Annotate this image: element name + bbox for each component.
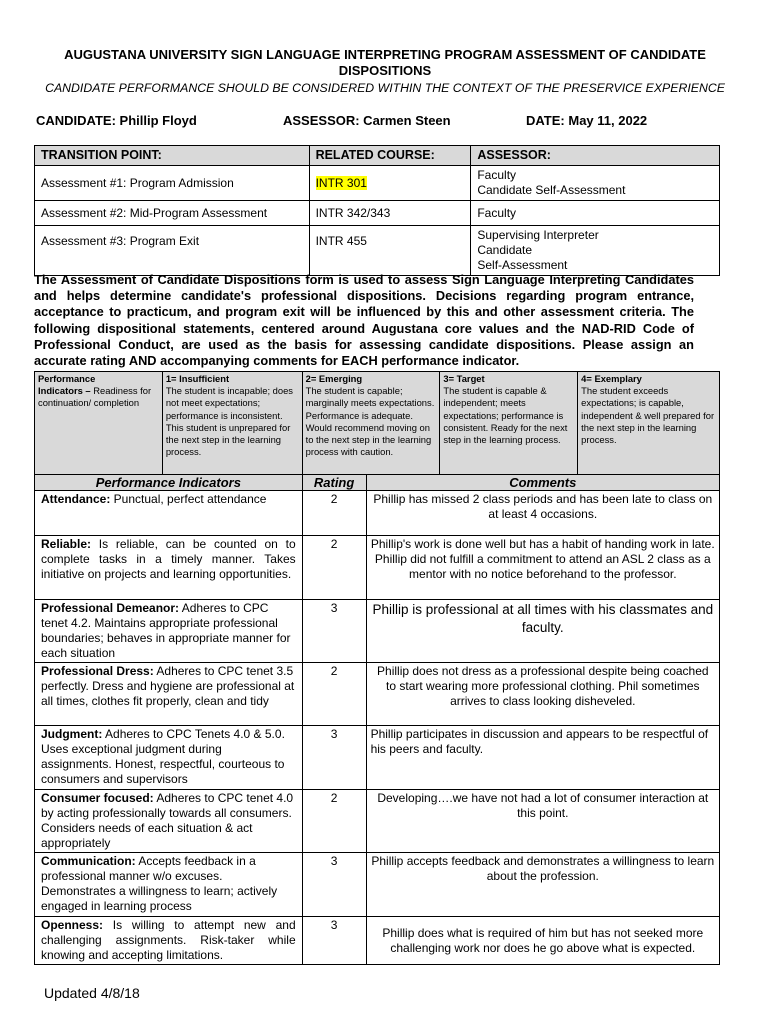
scale-level-4 xyxy=(578,372,720,475)
transition-point: Assessment #3: Program Exit xyxy=(35,226,310,276)
indicator-desc: Is reliable, can be counted on to complete tasks in a timely manner. Takes initiative on projects and learning opportunities. xyxy=(41,537,296,581)
comment-cell: Developing….we have not had a lot of consumer interaction at this point. xyxy=(366,790,719,853)
comment-cell: Phillip's work is done well but has a habit of handing work in late. Phillip did not fulfill a commitment to attend an ASL 2 class as a mentor with no notice beforehand to the professor. xyxy=(366,536,719,600)
indicator-desc: Adheres to CPC tenet 3.5 perfectly. Dress and hygiene are professional at all times, clothes fit properly, clean and tidy xyxy=(41,664,295,708)
table-row xyxy=(35,663,720,726)
indicator-label: Openness: xyxy=(41,918,104,932)
indicator-label: Attendance: xyxy=(41,492,111,506)
indicator-cell xyxy=(35,600,303,663)
table-row xyxy=(35,166,720,201)
table-row xyxy=(35,536,720,600)
scale-subtitle-bold: Indicators – xyxy=(38,385,91,397)
indicators-table xyxy=(34,474,720,965)
scale-level-3 xyxy=(440,372,578,475)
scale-level-1 xyxy=(162,372,302,475)
level-title: 3= Target xyxy=(443,373,485,384)
indicator-desc: Adheres to CPC tenet 4.2. Maintains appropriate professional boundaries; behaves in appropriate manner for each situation xyxy=(41,601,291,660)
form-title: AUGUSTANA UNIVERSITY SIGN LANGUAGE INTERPRETING PROGRAM ASSESSMENT OF CANDIDATE DISPOSITIONS xyxy=(64,47,706,78)
table-row xyxy=(35,790,720,853)
indicator-label: Judgment: xyxy=(41,727,103,741)
assessor-line: Faculty xyxy=(477,168,517,182)
rating-cell: 2 xyxy=(302,663,366,726)
comment-cell: Phillip does not dress as a professional despite being coached to start wearing more professional clothing. Phil sometimes arrives to class looking disheveled. xyxy=(366,663,719,726)
scale-title: Performance xyxy=(38,373,96,384)
assessor-name: ASSESSOR: Carmen Steen xyxy=(283,113,451,128)
table-row xyxy=(35,201,720,226)
rating-cell: 3 xyxy=(302,917,366,965)
rating-cell: 3 xyxy=(302,853,366,917)
assessor-line: Candidate xyxy=(477,243,533,257)
related-course: INTR 342/343 xyxy=(309,201,471,226)
indicator-desc: Adheres to CPC tenet 4.0 by acting professionally towards all consumers. Considers needs of each situation & act appropriately xyxy=(41,791,294,850)
header-comments: Comments xyxy=(366,475,719,491)
assessor-line: Supervising Interpreter xyxy=(477,228,599,242)
level-desc: The student is capable & independent; meets expectations; performance is consistent. Ready for the next step in the learning process. xyxy=(443,385,568,446)
indicator-label: Communication: xyxy=(41,854,136,868)
scale-level-2 xyxy=(302,372,440,475)
comment-cell: Phillip is professional at all times with his classmates and faculty. xyxy=(366,600,719,663)
level-desc: The student exceeds expectations; is capable, independent & well prepared for the next step in the learning process. xyxy=(581,385,715,446)
table-row xyxy=(35,917,720,965)
indicator-desc: Adheres to CPC Tenets 4.0 & 5.0. Uses exceptional judgment during assignments. Honest, respectful, courteous to consumers and supervisors xyxy=(41,727,285,786)
level-title: 2= Emerging xyxy=(305,373,363,384)
rating-cell: 3 xyxy=(302,726,366,790)
assessment-date: DATE: May 11, 2022 xyxy=(526,113,648,128)
rating-scale-table xyxy=(34,371,720,475)
level-title: 1= Insufficient xyxy=(165,373,230,384)
level-title: 4= Exemplary xyxy=(581,373,642,384)
scale-subtitle: Readiness for continuation/ completion xyxy=(38,385,152,409)
indicator-cell xyxy=(35,853,303,917)
assessor-cell xyxy=(471,226,720,276)
related-course xyxy=(309,166,471,201)
indicator-desc: Accepts feedback in a professional manner w/o excuses. Demonstrates a willingness to learn; actively engaged in learning process xyxy=(41,854,278,913)
indicator-cell xyxy=(35,917,303,965)
indicator-cell xyxy=(35,536,303,600)
comment-cell: Phillip has missed 2 class periods and has been late to class on at least 4 occasions. xyxy=(366,491,719,536)
candidate-name: CANDIDATE: Phillip Floyd xyxy=(36,113,197,128)
table-row xyxy=(35,491,720,536)
indicator-label: Professional Demeanor: xyxy=(41,601,180,615)
level-desc: The student is capable; marginally meets expectations. Performance is adequate. Would recommend moving on to the next step in the learning process with caution. xyxy=(305,385,435,458)
indicator-cell xyxy=(35,726,303,790)
table-row xyxy=(35,726,720,790)
table-row xyxy=(35,226,720,276)
rating-cell: 3 xyxy=(302,600,366,663)
assessor-line: Candidate Self-Assessment xyxy=(477,183,626,197)
intro-paragraph: The Assessment of Candidate Dispositions form is used to assess Sign Language Interpreting Candidates and helps determine candidate's professional dispositions. Decisions regarding program entrance, acceptance to practicum, and program exit will be influenced by this and other assessment criteria. The following dispositional statements, centered around Augustana core values and the NAD-RID Code of Professional Conduct, are used as the basis for assessing candidate dispositions. Please assign an accurate rating AND accompanying comments for EACH performance indicator. xyxy=(34,272,694,369)
comment-cell: Phillip accepts feedback and demonstrates a willingness to learn about the profession. xyxy=(366,853,719,917)
table-row xyxy=(35,853,720,917)
related-course: INTR 455 xyxy=(309,226,471,276)
assessor-line: Self-Assessment xyxy=(477,258,568,272)
header-rating: Rating xyxy=(302,475,366,491)
indicator-cell xyxy=(35,663,303,726)
level-desc: The student is incapable; does not meet expectations; performance is inconsistent. This student is unprepared for the next step in the learning process. xyxy=(165,385,293,458)
transition-point: Assessment #2: Mid-Program Assessment xyxy=(35,201,310,226)
assessor-cell: Faculty xyxy=(471,201,720,226)
transition-point: Assessment #1: Program Admission xyxy=(35,166,310,201)
comment-cell: Phillip participates in discussion and appears to be respectful of his peers and faculty. xyxy=(366,726,719,790)
form-subtitle: CANDIDATE PERFORMANCE SHOULD BE CONSIDERED WITHIN THE CONTEXT OF THE PRESERVICE EXPERIENCE xyxy=(45,81,725,95)
comment-cell: Phillip does what is required of him but has not seeked more challenging work nor does he go above what is expected. xyxy=(366,917,719,965)
transition-table xyxy=(34,145,720,276)
updated-date: Updated 4/8/18 xyxy=(44,985,140,1001)
scale-indicator-cell xyxy=(35,372,163,475)
indicator-label: Reliable: xyxy=(41,537,92,551)
indicator-cell xyxy=(35,491,303,536)
highlighted-course: INTR 301 xyxy=(315,175,367,190)
indicator-label: Consumer focused: xyxy=(41,791,154,805)
rating-cell: 2 xyxy=(302,491,366,536)
indicator-desc: Is willing to attempt new and challenging assignments. Risk-taker while knowing and accepting limitations. xyxy=(41,918,296,962)
indicator-label: Professional Dress: xyxy=(41,664,154,678)
indicator-cell xyxy=(35,790,303,853)
table-row xyxy=(35,600,720,663)
rating-cell: 2 xyxy=(302,790,366,853)
assessor-cell xyxy=(471,166,720,201)
rating-cell: 2 xyxy=(302,536,366,600)
header-performance-indicators: Performance Indicators xyxy=(35,475,303,491)
indicator-desc: Punctual, perfect attendance xyxy=(110,492,267,506)
header-related-course: RELATED COURSE: xyxy=(309,146,471,166)
header-transition-point: TRANSITION POINT: xyxy=(35,146,310,166)
header-assessor: ASSESSOR: xyxy=(471,146,720,166)
